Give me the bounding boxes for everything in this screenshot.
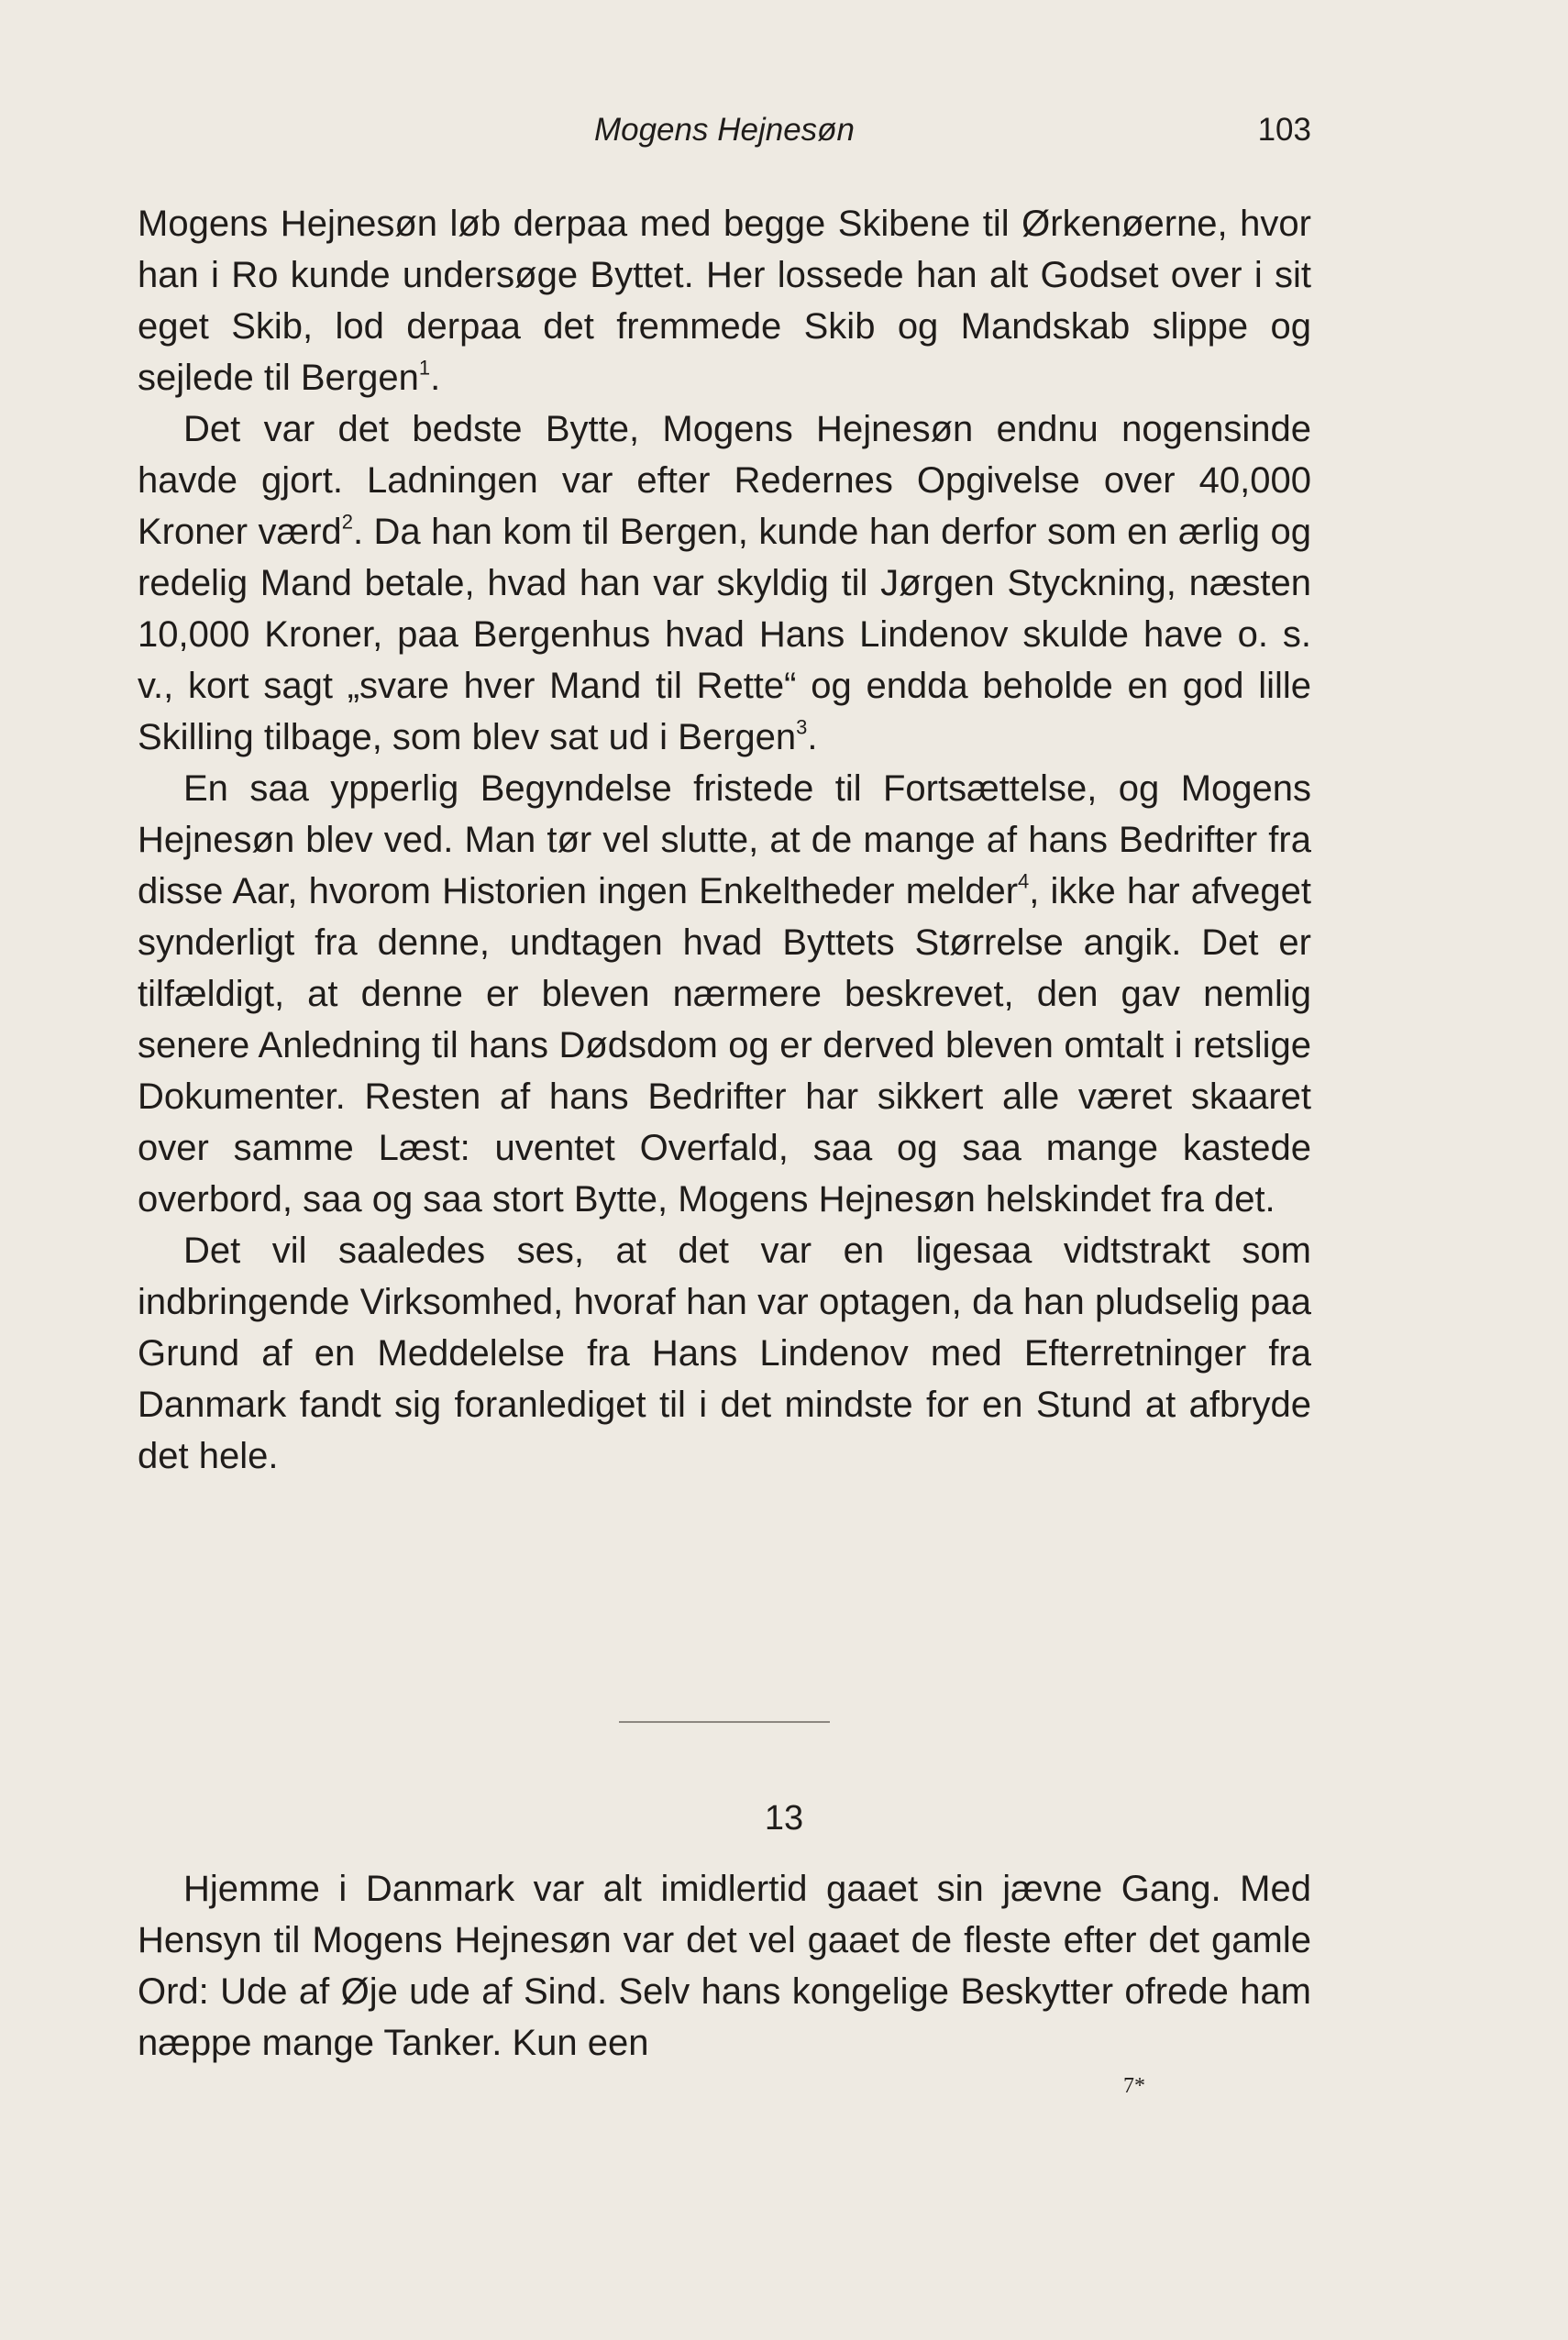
- footnote-ref: 2: [341, 510, 353, 534]
- paragraph-5: [138, 1863, 1311, 2069]
- main-text: [138, 198, 1311, 1482]
- paragraph-text: Det var det bedste Bytte, Mogens Hejnesøn endnu nogensinde havde gjort. Ladningen var efter Redernes Opgivelse over 40,000 Kroner værd: [138, 409, 1311, 552]
- paragraph-text: Det vil saaledes ses, at det var en ligesaa vidtstrakt som indbringende Virksomhed, hvoraf han var optagen, da han pludselig paa Grund af en Meddelelse fra Hans Lindenov med Efterretninger fra Danmark fandt sig foranlediget til i det mindste for en Stund at afbryde det hele.: [138, 1231, 1311, 1476]
- section-divider: [619, 1721, 830, 1723]
- paragraph-4: [138, 1225, 1311, 1482]
- paragraph-text: .: [430, 358, 441, 398]
- section-text: [138, 1863, 1311, 2069]
- page-number: 103: [1257, 112, 1311, 148]
- paragraph-text: .: [807, 717, 818, 757]
- signature-mark: 7*: [1123, 2074, 1145, 2098]
- footnote-ref: 1: [418, 356, 431, 380]
- paragraph-text: , ikke har afveget synderligt fra denne, undtagen hvad Byttets Størrelse angik. Det er tilfældigt, at denne er bleven nærmere beskrevet, den gav nemlig senere Anledning til hans Dødsdom og er derved bleven omtalt i retslige Dokumenter. Resten af hans Bedrifter har sikkert alle været skaaret over samme Læst: uventet Overfald, saa og saa mange kastede overbord, saa og saa stort Bytte, Mogens Hejnesøn helskindet fra det.: [138, 871, 1312, 1220]
- paragraph-text: En saa ypperlig Begyndelse fristede til Fortsættelse, og Mogens Hejnesøn blev ved. Man tør vel slutte, at de mange af hans Bedrifter fra disse Aar, hvorom Historien ingen Enkeltheder melder: [138, 768, 1311, 911]
- paragraph-2: [138, 403, 1311, 763]
- paragraph-1: [138, 198, 1311, 403]
- footnote-ref: 3: [796, 715, 808, 739]
- paragraph-text: . Da han kom til Bergen, kunde han derfor som en ærlig og redelig Mand betale, hvad han var skyldig til Jørgen Styckning, næsten 10,000 Kroner, paa Bergenhus hvad Hans Lindenov skulde have o. s. v., kort sagt „svare hver Mand til Rette“ og endda beholde en god lille Skilling tilbage, som blev sat ud i Bergen: [138, 512, 1311, 757]
- paragraph-text: Mogens Hejnesøn løb derpaa med begge Skibene til Ørkenøerne, hvor han i Ro kunde undersøge Byttet. Her lossede han alt Godset over i sit eget Skib, lod derpaa det fremmede Skib og Mandskab slippe og sejlede til Bergen: [138, 204, 1311, 398]
- running-head: [138, 112, 1311, 158]
- section-number: 13: [764, 1799, 804, 1838]
- running-title: Mogens Hejnesøn: [593, 112, 856, 148]
- footnote-ref: 4: [1018, 869, 1030, 893]
- paragraph-text: Hjemme i Danmark var alt imidlertid gaaet sin jævne Gang. Med Hensyn til Mogens Hejnesøn var det vel gaaet de fleste efter det gamle Ord: Ude af Øje ude af Sind. Selv hans kongelige Beskytter ofrede ham næppe mange Tanker. Kun een: [138, 1869, 1311, 2063]
- paragraph-3: [138, 763, 1311, 1225]
